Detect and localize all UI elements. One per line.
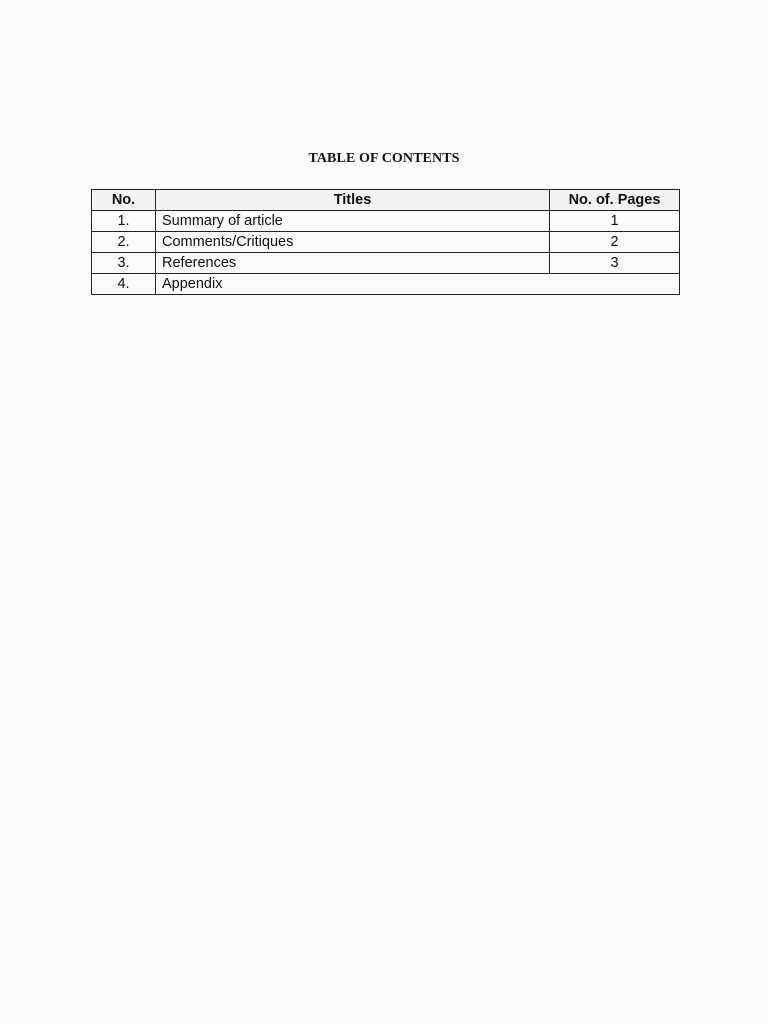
row-number: 4. bbox=[92, 274, 156, 295]
table-of-contents bbox=[91, 189, 680, 295]
row-title: Appendix bbox=[156, 274, 680, 295]
row-pages: 2 bbox=[550, 232, 680, 253]
row-pages: 1 bbox=[550, 211, 680, 232]
table-row bbox=[92, 274, 680, 295]
table-header-row bbox=[92, 190, 680, 211]
header-no: No. bbox=[92, 190, 156, 211]
row-number: 2. bbox=[92, 232, 156, 253]
page-title: TABLE OF CONTENTS bbox=[308, 151, 460, 166]
table-row bbox=[92, 232, 680, 253]
table-row bbox=[92, 253, 680, 274]
table-row bbox=[92, 211, 680, 232]
row-pages: 3 bbox=[550, 253, 680, 274]
header-titles: Titles bbox=[156, 190, 550, 211]
row-number: 1. bbox=[92, 211, 156, 232]
row-title: References bbox=[156, 253, 550, 274]
row-title: Comments/Critiques bbox=[156, 232, 550, 253]
header-pages: No. of. Pages bbox=[550, 190, 680, 211]
row-number: 3. bbox=[92, 253, 156, 274]
row-title: Summary of article bbox=[156, 211, 550, 232]
